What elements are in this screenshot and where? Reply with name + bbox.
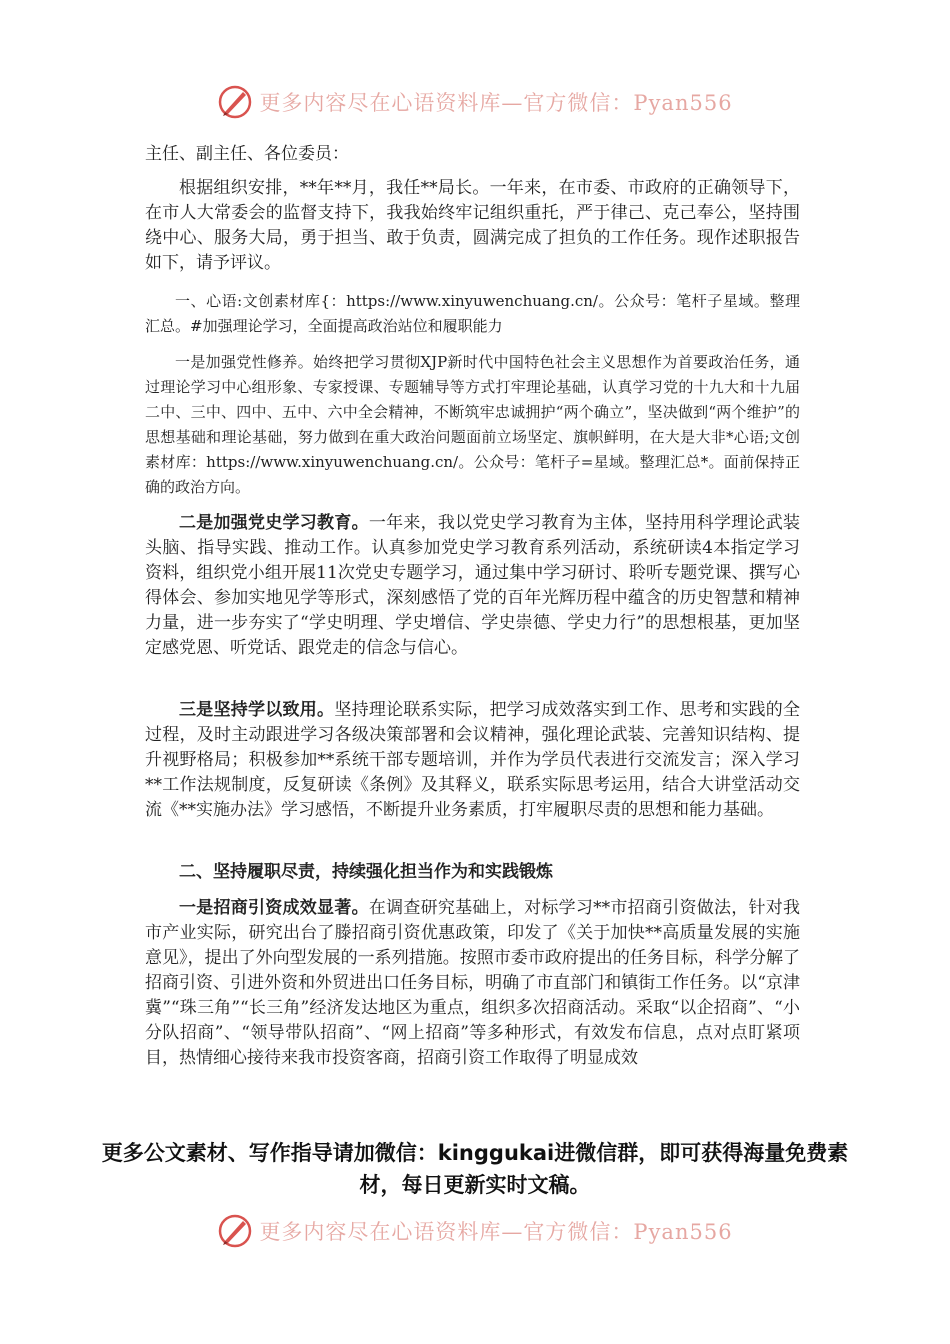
watermark-top bbox=[0, 82, 950, 122]
paragraph-lead: 三是坚持学以致用。 bbox=[179, 700, 335, 720]
greeting: 主任、副主任、各位委员： bbox=[145, 144, 349, 164]
intro-paragraph: 根据组织安排，**年**月，我任**局长。一年来，在市委、市政府的正确领导下，在市人大常委会的监督支持下，我我始终牢记组织重托，严于律己、克己奉公，坚持围绕中心、服务大局，勇于担当、敢于负责，圆满完成了担负的工作任务。现作述职报告如下，请予评议。 bbox=[145, 178, 800, 273]
watermark-bottom bbox=[0, 1211, 950, 1251]
paragraph-body: 坚持理论联系实际，把学习成效落实到工作、思考和实践的全过程，及时主动跟进学习各级决策部署和会议精神，强化理论武装、完善知识结构、提升视野格局；积极参加**系统干部专题培训，并作为学员代表进行交流发言；深入学习**工作法规制度，反复研读《条例》及其释义，联系实际思考运用，结合大讲堂活动交流《**实施办法》学习感悟，不断提升业务素质，打牢履职尽责的思想和能力基础。 bbox=[145, 700, 801, 820]
paragraph-lead: 一是招商引资成效显著。 bbox=[179, 898, 369, 918]
paragraph-body: 在调查研究基础上，对标学习**市招商引资做法，针对我市产业实际，研究出台了滕招商引资优惠政策，印发了《关于加快**高质量发展的实施意见》，提出了外向型发展的一系列措施。按照市委市政府提出的任务目标，科学分解了招商引资、引进外资和外贸进出口任务目标，明确了市直部门和镇街工作任务。以“京津冀”“珠三角”“长三角”经济发达地区为重点，组织多次招商活动。采取“以企招商”、“小分队招商”、“领导带队招商”、“网上招商”等多种形式，有效发布信息，点对点盯紧项目，热情细心接待来我市投资客商，招商引资工作取得了明显成效 bbox=[145, 898, 800, 1068]
pen-logo-icon bbox=[217, 1213, 253, 1249]
section1-heading: 一、心语:文创素材库{：https://www.xinyuwenchuang.cn/。公众号：笔杆子星域。整理汇总。#加强理论学习，全面提高政治站位和履职能力 bbox=[145, 292, 800, 335]
paragraph-lead: 二是加强党史学习教育。 bbox=[179, 513, 369, 533]
pen-logo-icon bbox=[217, 84, 253, 120]
paragraph-body: 一年来，我以党史学习教育为主体，坚持用科学理论武装头脑、指导实践、推动工作。认真参加党史学习教育系列活动，系统研读4本指定学习资料，组织党小组开展11次党史专题学习，通过集中学习研讨、聆听专题党课、撰写心得体会、参加实地见学等形式，深刻感悟了党的百年光辉历程中蕴含的历史智慧和精神力量，进一步夯实了“学史明理、学史增信、学史崇德、学史力行”的思想根基，更加坚定感党恩、听党话、跟党走的信念与信心。 bbox=[145, 513, 800, 658]
section1-paragraph-1: 一是加强党性修养。始终把学习贯彻XJP新时代中国特色社会主义思想作为首要政治任务，通过理论学习中心组形象、专家授课、专题辅导等方式打牢理论基础，认真学习党的十九大和十九届二中、三中、四中、五中、六中全会精神，不断筑牢忠诚拥护“两个确立”，坚决做到“两个维护”的思想基础和理论基础，努力做到在重大政治问题面前立场坚定、旗帜鲜明，在大是大非*心语;文创素材库：https://www.xinyuwenchuang.cn/。公众号：笔杆子=星域。整理汇总*。面前保持正确的政治方向。 bbox=[145, 353, 800, 496]
section1-paragraph-3 bbox=[145, 698, 800, 823]
section1-paragraph-2 bbox=[145, 511, 800, 661]
section2-heading: 二、坚持履职尽责，持续强化担当作为和实践锻炼 bbox=[179, 862, 553, 882]
watermark-text: 更多内容尽在心语资料库—官方微信：Pyan556 bbox=[259, 91, 733, 115]
section2-paragraph-1 bbox=[145, 896, 800, 1071]
footer-note: 更多公文素材、写作指导请加微信：kinggukai进微信群，即可获得海量免费素材，每日更新实时文稿。 bbox=[101, 1141, 849, 1197]
watermark-text: 更多内容尽在心语资料库—官方微信：Pyan556 bbox=[259, 1220, 733, 1244]
